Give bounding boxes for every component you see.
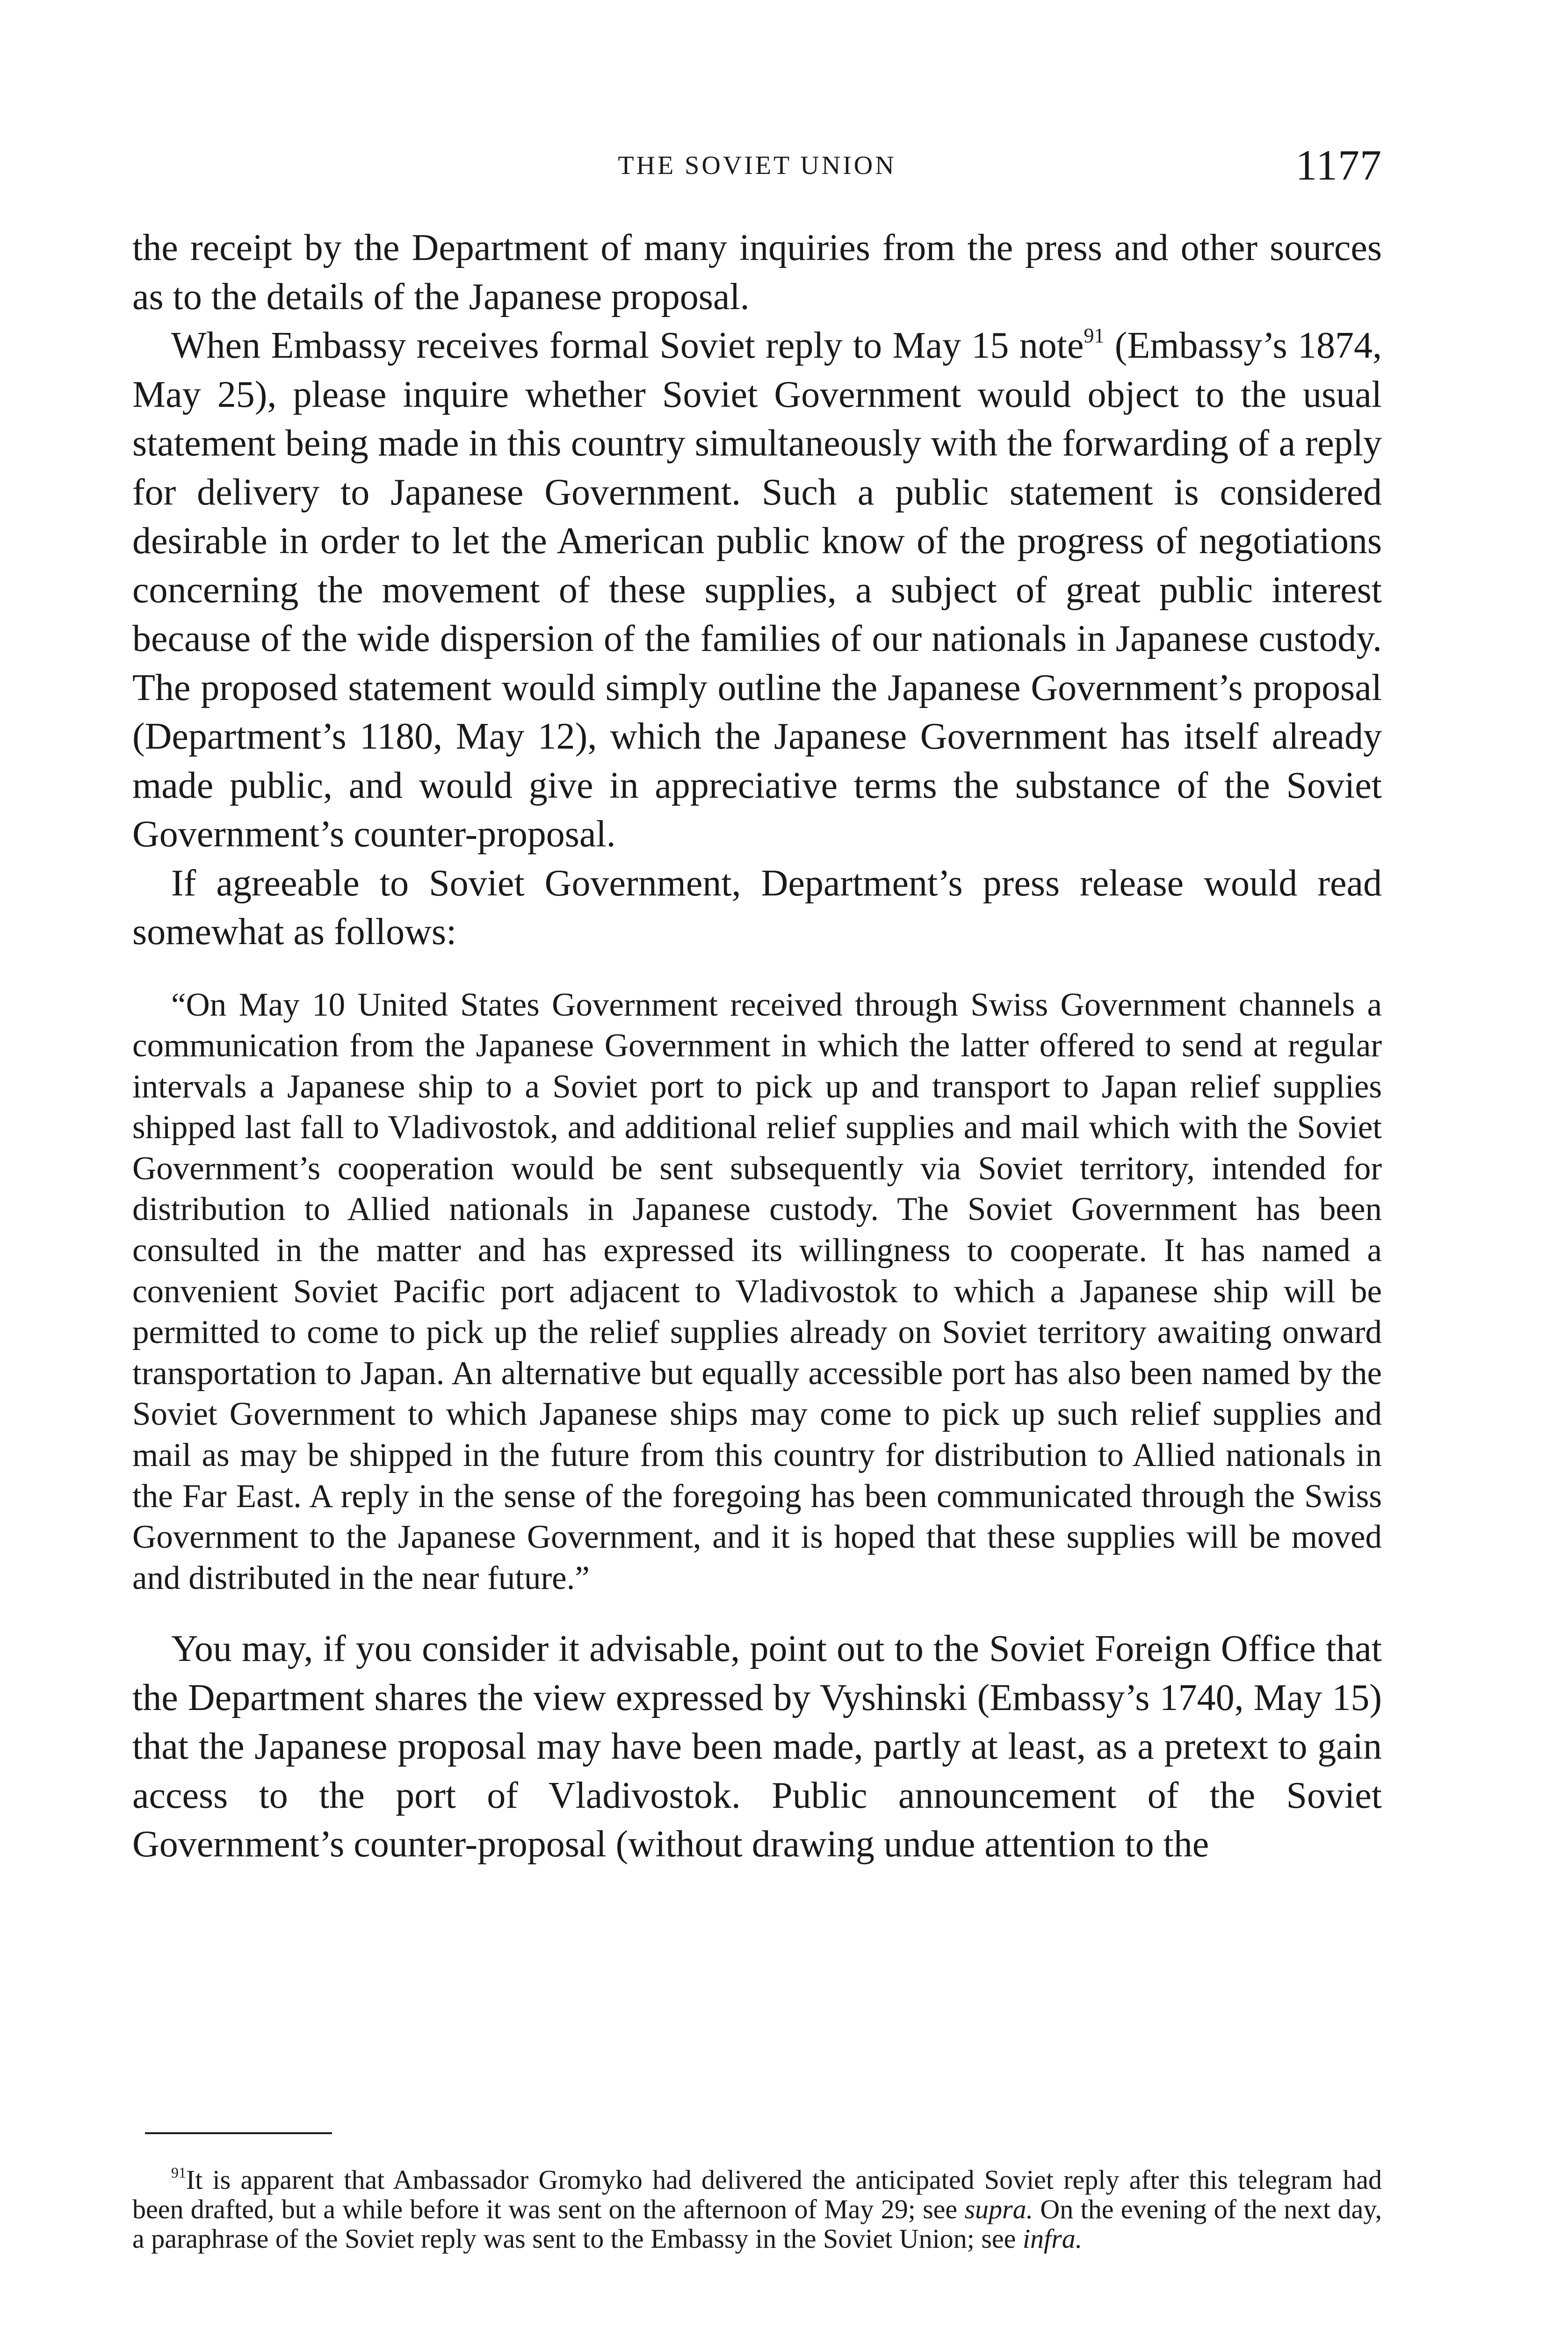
footnote-supra: supra. bbox=[964, 2194, 1033, 2224]
paragraph-vyshinski: You may, if you consider it advisable, point out to the Soviet Foreign Office that the Department shares the view expressed by Vyshinski (Embassy’s 1740, May 15) that the Japanese proposal may have been made, partly at least, as a pretext to gain access to the port of Vladivostok. Public announcement of the Soviet Government’s counter-proposal (without drawing undue attention to the bbox=[132, 1628, 1382, 1865]
footnote-text: On the evening of the next day, a paraphrase of the Soviet reply was sent to the Embassy in the Soviet Union; see bbox=[132, 2194, 1382, 2254]
footnote-infra: infra. bbox=[1022, 2223, 1083, 2254]
footnotes bbox=[132, 2165, 1382, 2253]
footnote-reference: 91 bbox=[1084, 324, 1105, 347]
footnote-divider bbox=[145, 2132, 332, 2134]
block-quote-press-release: “On May 10 United States Government received through Swiss Government channels a communication from the Japanese Government in which the latter offered to send at regular intervals a Japanese ship to a Soviet port to pick up and transport to Japan relief supplies shipped last fall to Vladivostok, and additional relief supplies and mail which with the Soviet Government’s cooperation would be sent subsequently via Soviet territory, intended for distribution to Allied nationals in Japanese custody. The Soviet Government has been consulted in the matter and has expressed its willingness to cooperate. It has named a convenient Soviet Pacific port adjacent to Vladivostok to which a Japanese ship will be permitted to come to pick up the relief supplies already on Soviet territory awaiting onward transportation to Japan. An alternative but equally accessible port has also been named by the Soviet Government to which Japanese ships may come to pick up such relief supplies and mail as may be shipped in the future from this country for distribution to Allied nationals in the Far East. A reply in the sense of the foregoing has been communicated through the Swiss Government to the Japanese Government, and it is hoped that these supplies will be moved and distributed in the near future.” bbox=[132, 986, 1382, 1596]
running-title: THE SOVIET UNION bbox=[618, 151, 896, 180]
paragraph-text: When Embassy receives formal Soviet reply to May 15 note bbox=[171, 325, 1084, 366]
footnote-text: It is apparent that Ambassador Gromyko had delivered the anticipated Soviet reply after this telegram had been drafted, but a while before it was sent on the afternoon of May 29; see bbox=[132, 2165, 1382, 2224]
footnote-91 bbox=[132, 2165, 1382, 2253]
paragraph-press-release-intro: If agreeable to Soviet Government, Department’s press release would read somewhat as follows: bbox=[132, 862, 1382, 953]
footnote-marker: 91 bbox=[171, 2165, 186, 2181]
body-text bbox=[132, 224, 1382, 1869]
page-number: 1177 bbox=[1295, 141, 1382, 189]
paragraph-embassy-reply bbox=[132, 321, 1382, 859]
paragraph-text: (Embassy’s 1874, May 25), please inquire whether Soviet Government would object to the usual statement being made in this country simultaneously with the forwarding of a reply for delivery to Japanese Government. Such a public statement is considered desirable in order to let the American public know of the progress of negotiations concerning the movement of these supplies, a subject of great public interest because of the wide dispersion of the families of our nationals in Japanese custody. The proposed statement would simply outline the Japanese Government’s proposal (Department’s 1180, May 12), which the Japanese Government has itself already made public, and would give in appreciative terms the substance of the Soviet Government’s counter-proposal. bbox=[132, 325, 1382, 855]
paragraph-continuation: the receipt by the Department of many inquiries from the press and other sources as to the details of the Japanese proposal. bbox=[132, 227, 1382, 318]
running-head bbox=[132, 140, 1382, 192]
